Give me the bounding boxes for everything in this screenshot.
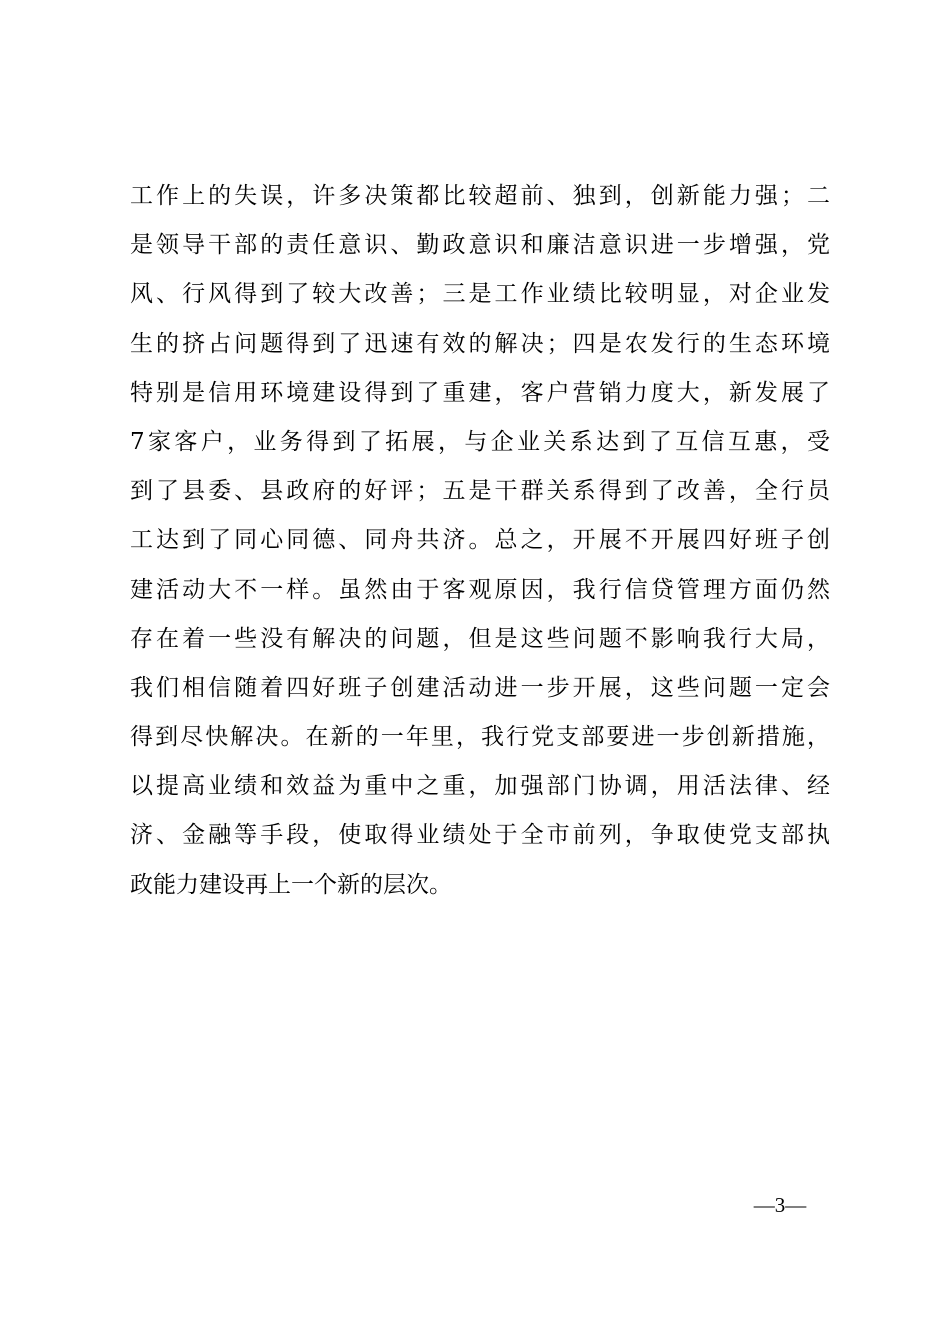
text-line: 风、行风得到了较大改善；三是工作业绩比较明显，对企业发 [130, 281, 830, 308]
text-line: 特别是信用环境建设得到了重建，客户营销力度大，新发展了 [130, 379, 830, 406]
text-line: 到了县委、县政府的好评；五是干群关系得到了改善，全行员 [130, 478, 830, 505]
body-paragraph [130, 172, 830, 910]
text-line: 得到尽快解决。在新的一年里，我行党支部要进一步创新措施， [130, 724, 830, 751]
page-number: —3— [753, 1193, 807, 1217]
text-line: 是领导干部的责任意识、勤政意识和廉洁意识进一步增强，党 [130, 232, 830, 259]
text-line: 济、金融等手段，使取得业绩处于全市前列，争取使党支部执 [130, 822, 830, 849]
text-line: 建活动大不一样。虽然由于客观原因，我行信贷管理方面仍然 [130, 576, 830, 603]
text-line: 我们相信随着四好班子创建活动进一步开展，这些问题一定会 [130, 674, 830, 701]
text-line: 生的挤占问题得到了迅速有效的解决；四是农发行的生态环境 [130, 330, 830, 357]
text-line: 工达到了同心同德、同舟共济。总之，开展不开展四好班子创 [130, 527, 830, 554]
text-line: 存在着一些没有解决的问题，但是这些问题不影响我行大局， [130, 625, 830, 652]
text-line: 7家客户，业务得到了拓展，与企业关系达到了互信互惠，受 [130, 428, 830, 455]
text-line: 工作上的失误，许多决策都比较超前、独到，创新能力强；二 [130, 183, 830, 209]
text-line: 政能力建设再上一个新的层次。 [130, 871, 452, 898]
text-line: 以提高业绩和效益为重中之重，加强部门协调，用活法律、经 [130, 773, 830, 800]
